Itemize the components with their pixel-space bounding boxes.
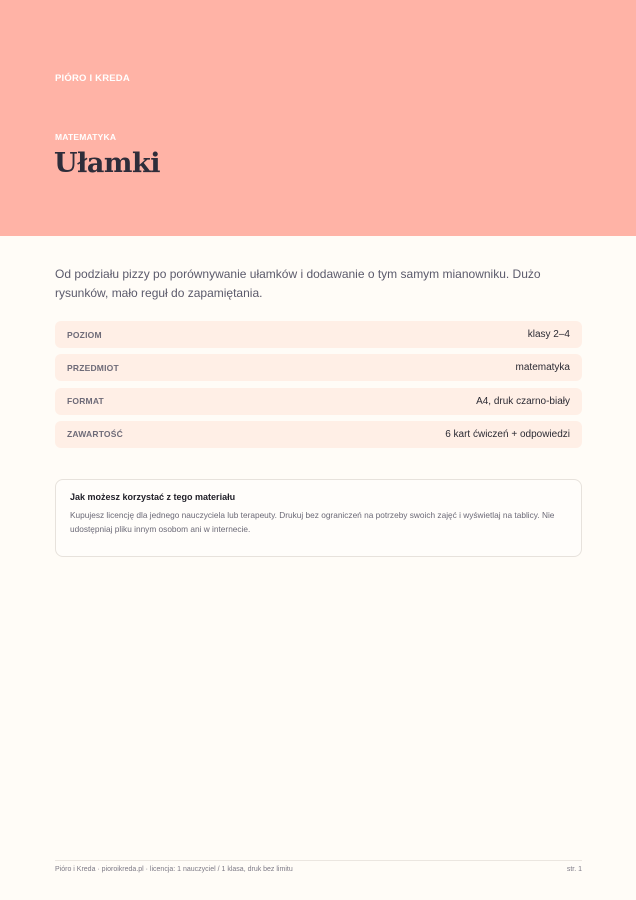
page-title: Ułamki <box>54 148 160 179</box>
spec-value: 6 kart ćwiczeń + odpowiedzi <box>445 428 570 440</box>
spec-list <box>55 321 582 454</box>
spec-row-contents <box>55 421 582 448</box>
spec-label: POZIOM <box>67 329 102 340</box>
license-box <box>55 479 582 557</box>
spec-label: ZAWARTOŚĆ <box>67 429 123 440</box>
spec-label: FORMAT <box>67 396 104 407</box>
spec-value: A4, druk czarno-biały <box>476 395 570 407</box>
license-title: Jak możesz korzystać z tego materiału <box>70 492 236 502</box>
footer-divider <box>55 860 582 861</box>
intro-paragraph: Od podziału pizzy po porównywanie ułamków i dodawanie o tym samym mianowniku. Dużo rysunków, mało reguł do zapamiętania. <box>55 267 541 300</box>
spec-row-subject <box>55 354 582 381</box>
spec-label: PRZEDMIOT <box>67 362 119 373</box>
brand-name: PIÓRO I KREDA <box>55 73 130 84</box>
spec-value: klasy 2–4 <box>527 329 570 340</box>
footer-text: Pióro i Kreda · pioroikreda.pl · licencja: 1 nauczyciel / 1 klasa, druk bez limitu <box>55 866 293 873</box>
spec-row-level <box>55 321 582 348</box>
spec-value: matematyka <box>515 362 570 374</box>
spec-row-format <box>55 388 582 415</box>
subject-label: MATEMATYKA <box>55 132 117 142</box>
page-number: str. 1 <box>566 866 582 873</box>
license-text: Kupujesz licencję dla jednego nauczyciela lub terapeuty. Drukuj bez ograniczeń na potrzeby swoich zajęć i wyświetlaj na tablicy. Nie udostępniaj pliku innym osobom ani w internecie. <box>70 510 555 534</box>
hero-banner <box>0 0 636 236</box>
